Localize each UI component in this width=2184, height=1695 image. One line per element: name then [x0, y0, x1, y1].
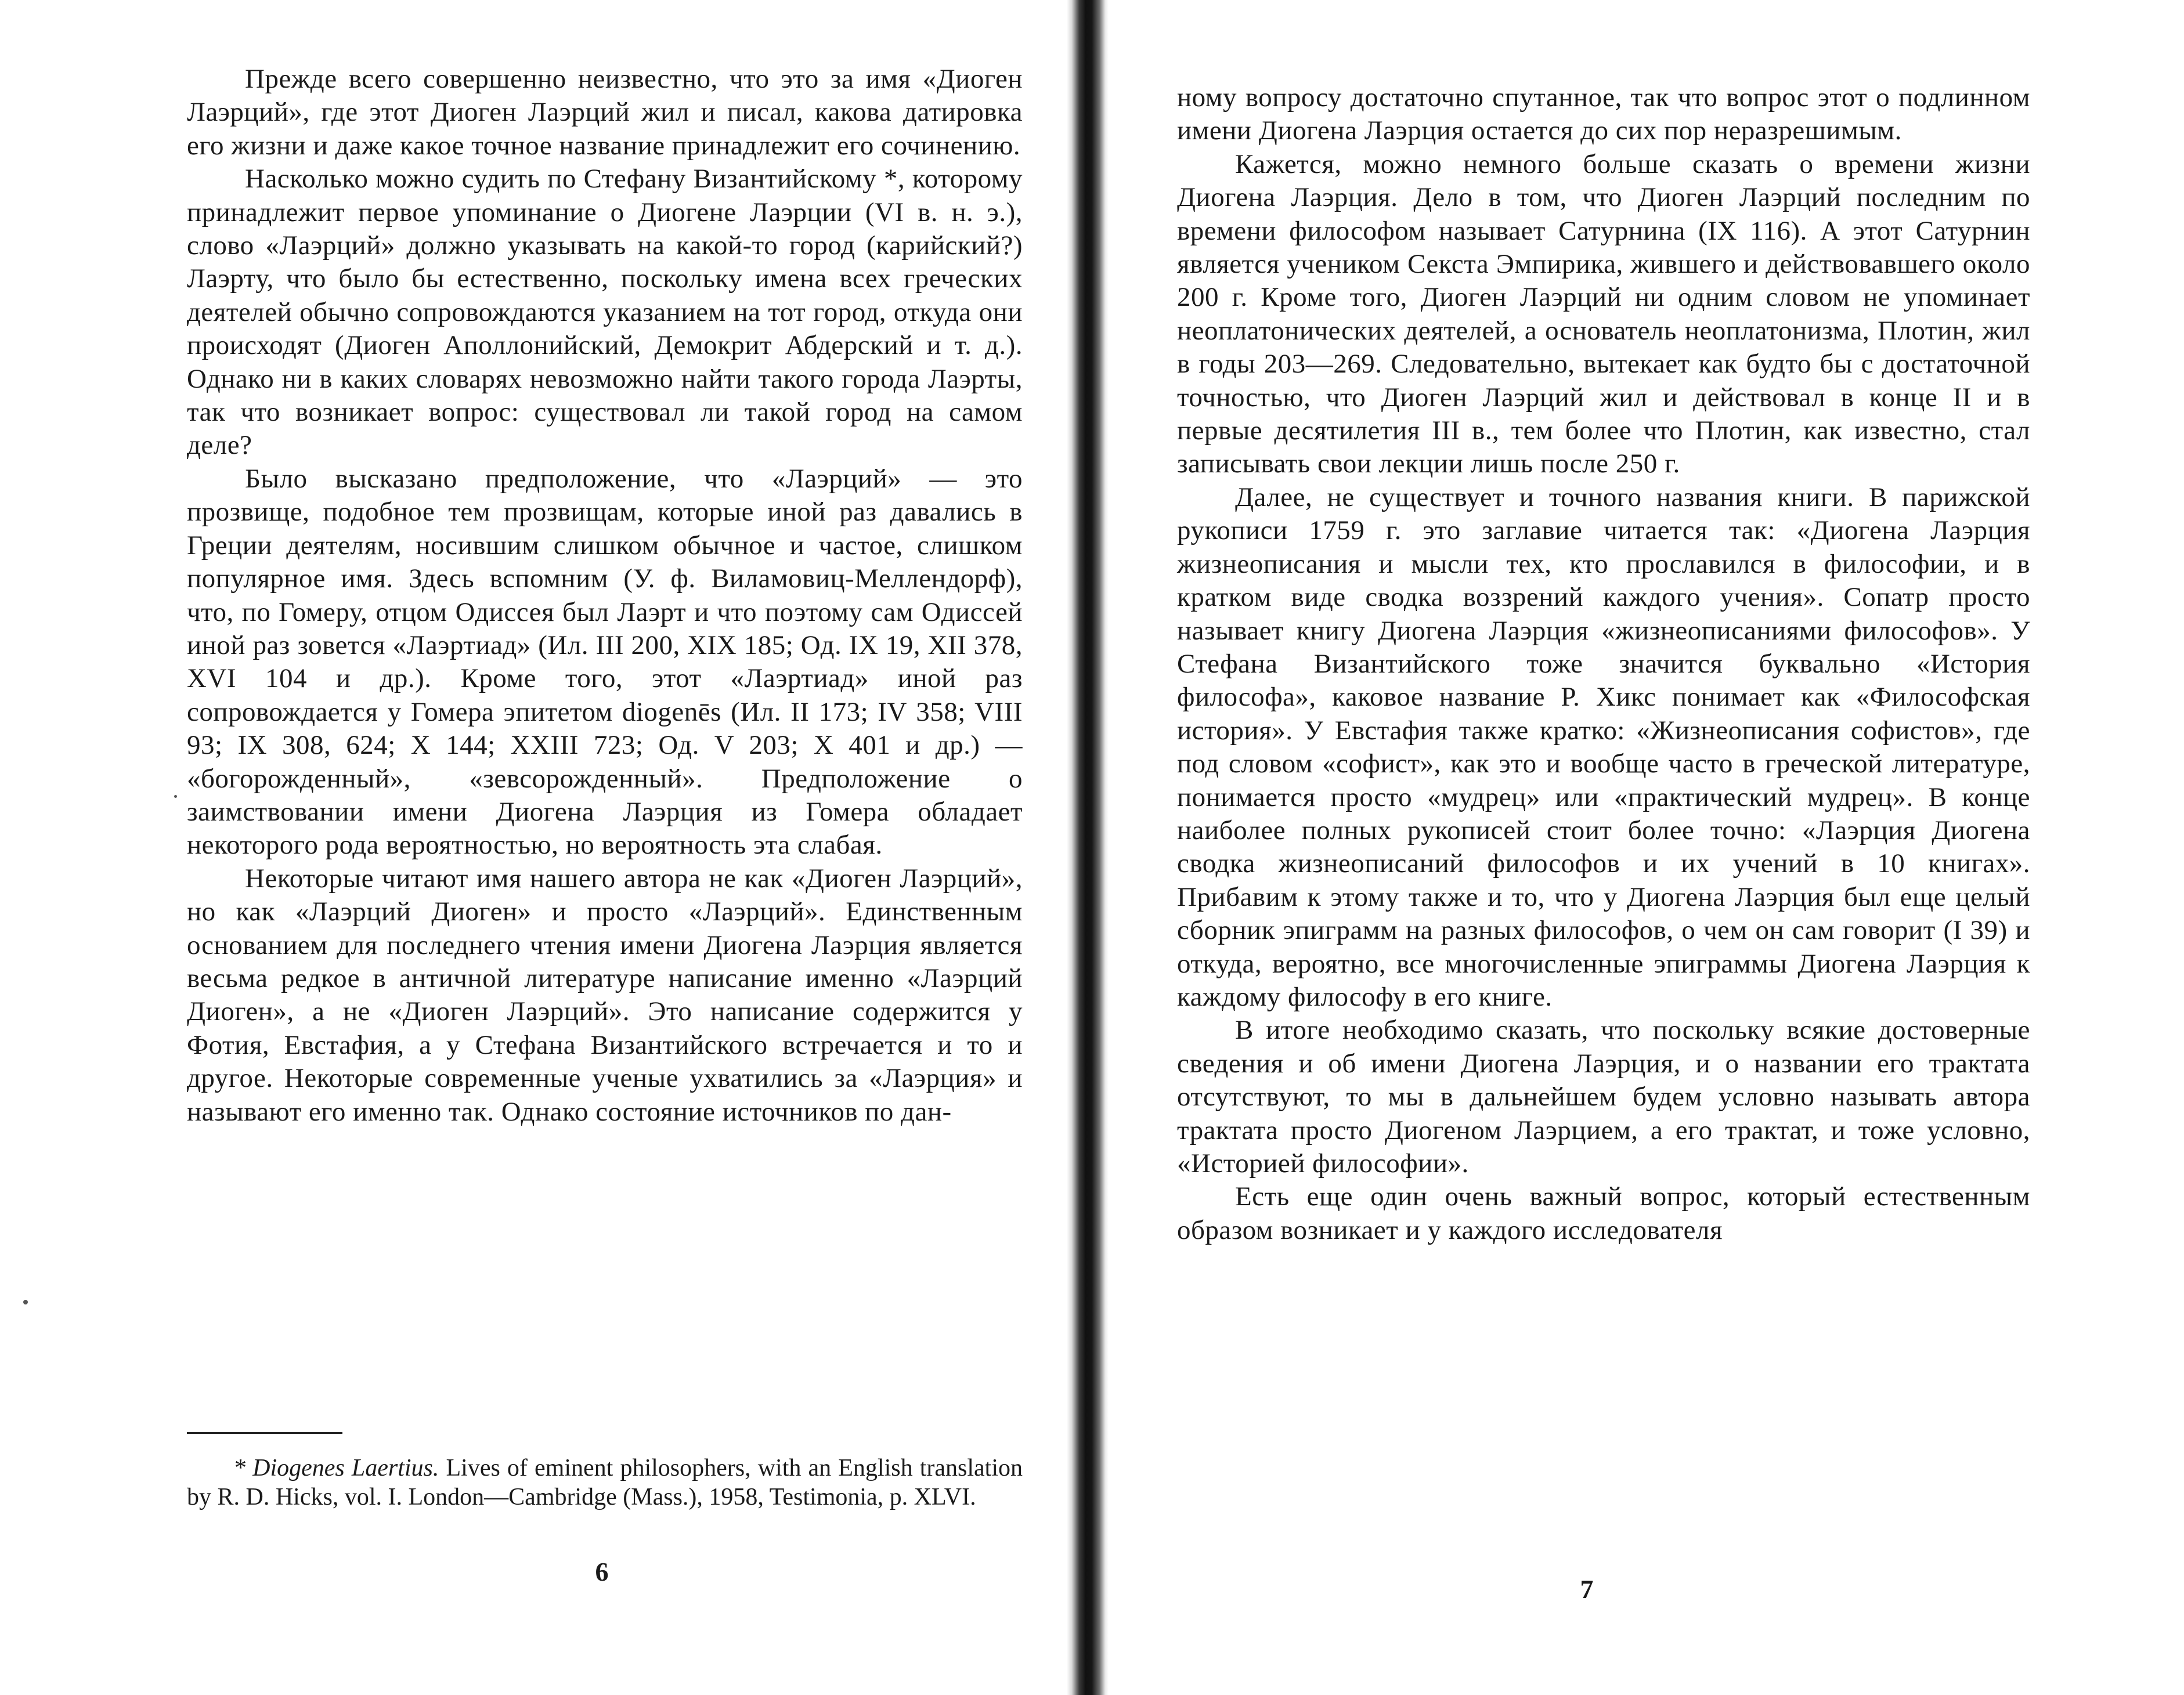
footnote-divider	[187, 1432, 342, 1434]
paragraph: Есть еще один очень важный вопрос, который естественным образом возникает и у каждого исследователя	[1177, 1181, 2030, 1245]
paragraph: Кажется, можно немного больше сказать о времени жизни Диогена Лаэрция. Дело в том, что Диоген Лаэрций последним по времени философом называет Сатурнина (IX 116). А этот Сатурнин является учеником Секста Эмпирика, жившего и действовавшего около 200 г. Кроме того, Диоген Лаэрций ни одним словом не упоминает неоплатонических деятелей, а основатель неоплатонизма, Плотин, жил в годы 203—269. Следовательно, вытекает как будто бы с достаточной точностью, что Диоген Лаэрций жил и действовал в конце II и в первые десятилетия III в., тем более что Плотин, как известно, стал записывать свои лекции лишь после 250 г.	[1177, 149, 2030, 479]
paragraph: Было высказано предположение, что «Лаэрций» — это прозвище, подобное тем прозвищам, которые иной раз давались в Греции деятелям, носившим слишком обычное и частое, слишком популярное имя. Здесь вспомним (У. ф. Виламовиц-Меллендорф), что, по Гомеру, отцом Одиссея был Лаэрт и что поэтому сам Одиссей иной раз зовется «Лаэртиад» (Ил. III 200, XIX 185; Од. IX 19, XII 378, XVI 104 и др.). Кроме того, этот «Лаэртиад» иной раз сопровождается у Гомера эпитетом diogenēs (Ил. II 173; IV 358; VIII 93; IX 308, 624; X 144; XXIII 723; Од. V 203; X 401 и др.) — «богорожденный», «зевсорожденный». Предположение о заимствовании имени Диогена Лаэрция из Гомера обладает некоторого рода вероятностью, но вероятность эта слабая.	[187, 463, 1023, 861]
paragraph: В итоге необходимо сказать, что поскольку всякие достоверные сведения и об имени Диогена Лаэрция, и о названии его трактата отсутствуют, то мы в дальнейшем будем условно называть автора трактата просто Диогеном Лаэрцием, а его трактат, и тоже условно, «Историей философии».	[1177, 1015, 2030, 1179]
paragraph: Далее, не существует и точного названия книги. В парижской рукописи 1759 г. это заглавие читается так: «Диогена Лаэрция жизнеописания и мысли тех, кто прославился в философии, и в кратком виде сводка воззрений каждого учения». Сопатр просто называет книгу Диогена Лаэрция «жизнеописаниями философов». У Стефана Византийского тоже значится буквально «История философа», каковое название Р. Хикс понимает как «Философская история». У Евстафия также кратко: «Жизнеописания софистов», где под словом «софист», как это и вообще часто в греческой литературе, понимается просто «мудрец» или «практический мудрец». В конце наиболее полных рукописей стоит более точно: «Лаэрция Диогена сводка жизнеописаний философов и их учений в 10 книгах». Прибавим к этому также и то, что у Диогена Лаэрция был еще целый сборник эпиграмм на разных философов, о чем он сам говорит (I 39) и откуда, вероятно, все многочисленные эпиграммы Диогена Лаэрция к каждому философу в его книге.	[1177, 482, 2030, 1012]
book-gutter	[1067, 0, 1109, 1695]
left-page	[0, 0, 1068, 1695]
page-number: 7	[1580, 1574, 1594, 1604]
paragraph: Прежде всего совершенно неизвестно, что это за имя «Диоген Лаэрций», где этот Диоген Лаэрций жил и писал, какова датировка его жизни и даже какое точное название принадлежит его сочинению.	[187, 64, 1023, 161]
footnote	[187, 1454, 1023, 1512]
scan-speck	[23, 1300, 28, 1304]
footnote-text: Lives of eminent philosophers, with an English translation by R. D. Hicks, vol. I. London—Cambridge (Mass.), 1958, Testimonia, p. XLVI.	[187, 1455, 1023, 1510]
paragraph: ному вопросу достаточно спутанное, так что вопрос этот о подлинном имени Диогена Лаэрция остается до сих пор неразрешимым.	[1177, 82, 2030, 146]
paragraph: Некоторые читают имя нашего автора не как «Диоген Лаэрций», но как «Лаэрций Диоген» и просто «Лаэрций». Единственным основанием для последнего чтения имени Диогена Лаэрция является весьма редкое в античной литературе написание именно «Лаэрций Диоген», а не «Диоген Лаэрций». Это написание содержится у Фотия, Евстафия, а у Стефана Византийского встречается и то и другое. Некоторые современные ученые ухватились за «Лаэрция» и называют его именно так. Однако состояние источников по дан-	[187, 863, 1023, 1127]
left-page-text	[187, 63, 1023, 1129]
page-number: 6	[595, 1557, 609, 1586]
footnote-author: * Diogenes Laertius.	[233, 1455, 439, 1481]
scan-speck	[174, 795, 177, 798]
paragraph: Насколько можно судить по Стефану Византийскому *, которому принадлежит первое упоминание о Диогене Лаэрции (VI в. н. э.), слово «Лаэрций» должно указывать на какой-то город (карийский?) Лаэрту, что было бы естественно, поскольку имена всех греческих деятелей обычно сопровождаются указанием на тот город, откуда они происходят (Диоген Аполлонийский, Демокрит Абдерский и т. д.). Однако ни в каких словарях невозможно найти такого города Лаэрты, так что возникает вопрос: существовал ли такой город на самом деле?	[187, 164, 1023, 461]
right-page-text	[1177, 81, 2030, 1247]
right-page	[1109, 0, 2184, 1695]
